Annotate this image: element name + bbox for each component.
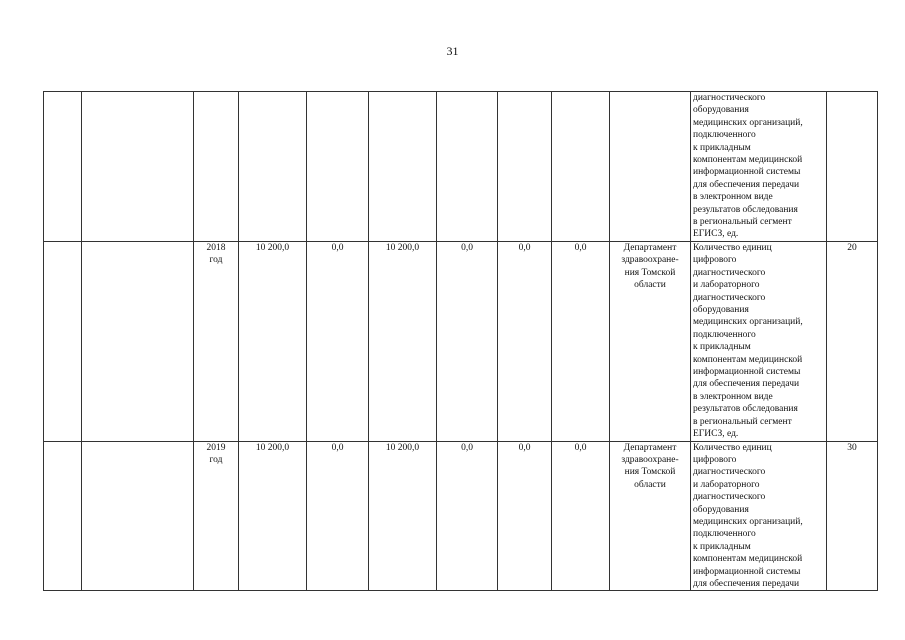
cell-extra1: 0,0	[498, 441, 552, 591]
cell-department: Департамент здравоохране- ния Томской области	[610, 441, 691, 591]
cell-number	[44, 441, 82, 591]
cell-task-name	[82, 242, 194, 442]
cell-value	[827, 92, 878, 242]
cell-total: 10 200,0	[239, 242, 307, 442]
cell-department: Департамент здравоохране- ния Томской области	[610, 242, 691, 442]
cell-local: 0,0	[437, 242, 498, 442]
cell-regional: 10 200,0	[369, 441, 437, 591]
cell-extra1	[498, 92, 552, 242]
cell-value: 30	[827, 441, 878, 591]
table-row-2019	[44, 441, 878, 591]
cell-regional	[369, 92, 437, 242]
cell-task-name	[82, 92, 194, 242]
table-row-continuation	[44, 92, 878, 242]
cell-extra1: 0,0	[498, 242, 552, 442]
cell-number	[44, 92, 82, 242]
cell-department	[610, 92, 691, 242]
cell-indicator: Количество единиц цифрового диагностического и лабораторного диагностического оборудования медицинских организаций, подключенного к прикладным компонентам медицинской информационной системы для обеспечения передачи в электронном виде результатов обследования в региональный сегмент ЕГИСЗ, ед.	[691, 242, 827, 442]
cell-number	[44, 242, 82, 442]
cell-indicator: Количество единиц цифрового диагностического и лабораторного диагностического оборудования медицинских организаций, подключенного к прикладным компонентам медицинской информационной системы для обеспечения передачи	[691, 441, 827, 591]
cell-year: 2019 год	[194, 441, 239, 591]
cell-extra2	[552, 92, 610, 242]
table-row-2018	[44, 242, 878, 442]
cell-indicator: диагностического оборудования медицинских организаций, подключенного к прикладным компонентам медицинской информационной системы для обеспечения передачи в электронном виде результатов обследования в региональный сегмент ЕГИСЗ, ед.	[691, 92, 827, 242]
program-table	[43, 91, 878, 591]
cell-federal: 0,0	[307, 441, 369, 591]
cell-extra2: 0,0	[552, 441, 610, 591]
cell-federal: 0,0	[307, 242, 369, 442]
page-number: 31	[446, 44, 459, 58]
cell-total: 10 200,0	[239, 441, 307, 591]
cell-extra2: 0,0	[552, 242, 610, 442]
cell-local: 0,0	[437, 441, 498, 591]
cell-local	[437, 92, 498, 242]
cell-year: 2018 год	[194, 242, 239, 442]
cell-task-name	[82, 441, 194, 591]
cell-federal	[307, 92, 369, 242]
cell-regional: 10 200,0	[369, 242, 437, 442]
cell-year	[194, 92, 239, 242]
cell-total	[239, 92, 307, 242]
cell-value: 20	[827, 242, 878, 442]
